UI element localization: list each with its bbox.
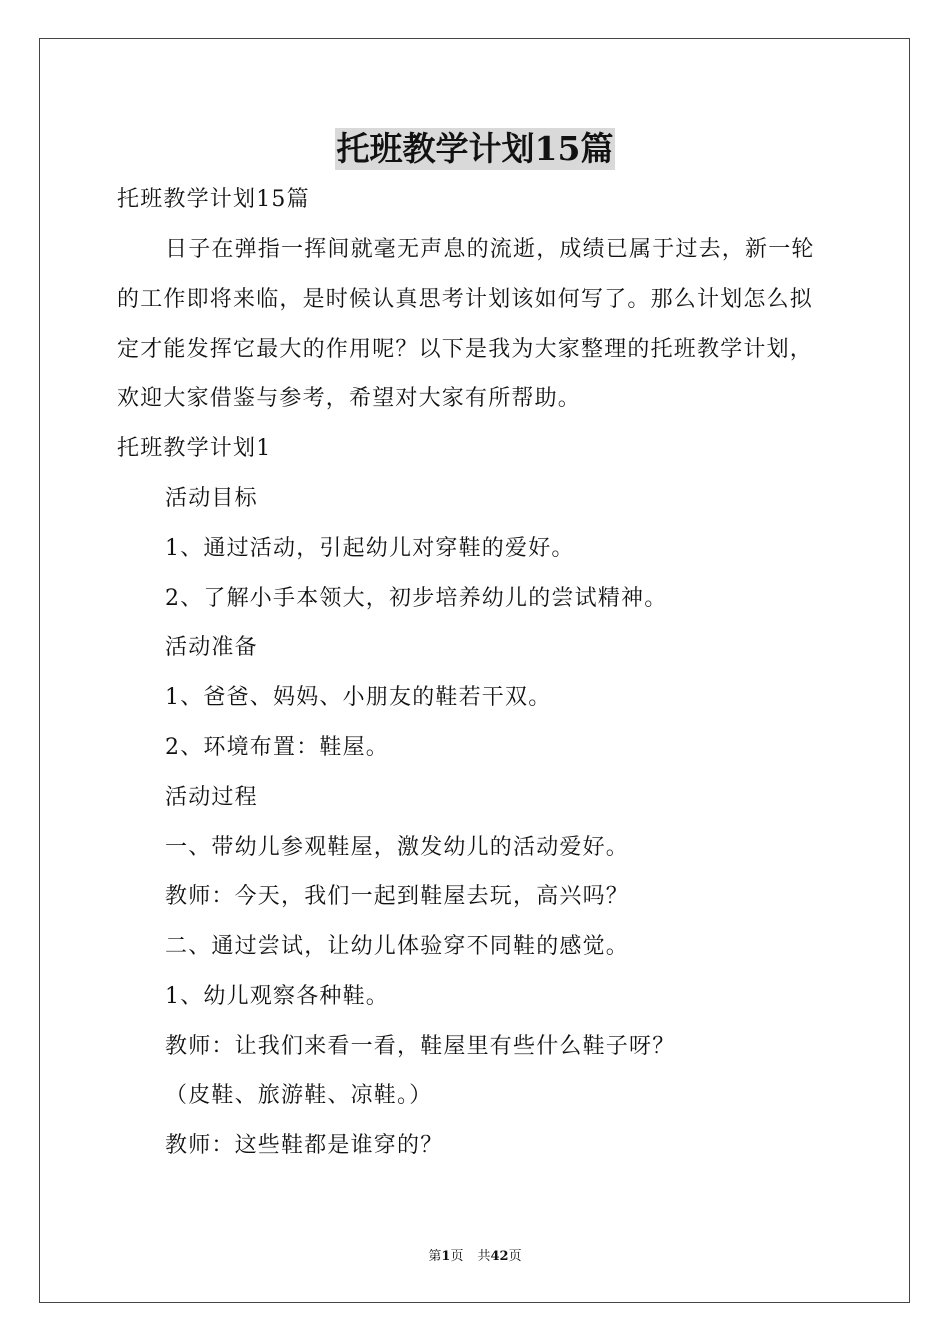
- body-line: 1、通过活动，引起幼儿对穿鞋的爱好。: [165, 536, 575, 561]
- total-prefix: 共: [477, 1249, 491, 1264]
- body-line: 1、爸爸、妈妈、小朋友的鞋若干双。: [165, 685, 552, 710]
- page-prefix: 第: [428, 1249, 442, 1264]
- body-line: 2、环境布置：鞋屋。: [165, 735, 389, 760]
- body-line: 二、通过尝试，让幼儿体验穿不同鞋的感觉。: [165, 934, 630, 959]
- intro-line: 定才能发挥它最大的作用呢？以下是我为大家整理的托班教学计划，: [117, 337, 814, 362]
- body-line: 教师：这些鞋都是谁穿的？: [165, 1133, 444, 1158]
- intro-line: 的工作即将来临，是时候认真思考计划该如何写了。那么计划怎么拟: [117, 287, 814, 312]
- page-total: 42: [490, 1249, 509, 1264]
- intro-line: 日子在弹指一挥间就毫无声息的流逝，成绩已属于过去，新一轮: [165, 237, 815, 262]
- body-line: 活动过程: [165, 785, 258, 810]
- body-line: 活动准备: [165, 635, 258, 660]
- page-mid: 页: [450, 1249, 464, 1264]
- page-current: 1: [441, 1249, 451, 1264]
- title-container: [0, 128, 950, 170]
- body-line: 活动目标: [165, 486, 258, 511]
- page-footer: [0, 1248, 950, 1266]
- section-heading: 托班教学计划1: [117, 436, 272, 461]
- body-line: 一、带幼儿参观鞋屋，激发幼儿的活动爱好。: [165, 835, 630, 860]
- page-border: [39, 38, 910, 1303]
- document-subtitle: 托班教学计划15篇: [117, 187, 310, 212]
- body-line: 教师：让我们来看一看，鞋屋里有些什么鞋子呀？: [165, 1034, 676, 1059]
- intro-line: 欢迎大家借鉴与参考，希望对大家有所帮助。: [117, 386, 582, 411]
- body-line: 教师：今天，我们一起到鞋屋去玩，高兴吗？: [165, 884, 630, 909]
- body-line: 2、了解小手本领大，初步培养幼儿的尝试精神。: [165, 586, 668, 611]
- total-suffix: 页: [508, 1249, 522, 1264]
- body-line: （皮鞋、旅游鞋、凉鞋。）: [165, 1083, 433, 1108]
- body-line: 1、幼儿观察各种鞋。: [165, 984, 389, 1009]
- document-title: 托班教学计划15篇: [336, 129, 614, 168]
